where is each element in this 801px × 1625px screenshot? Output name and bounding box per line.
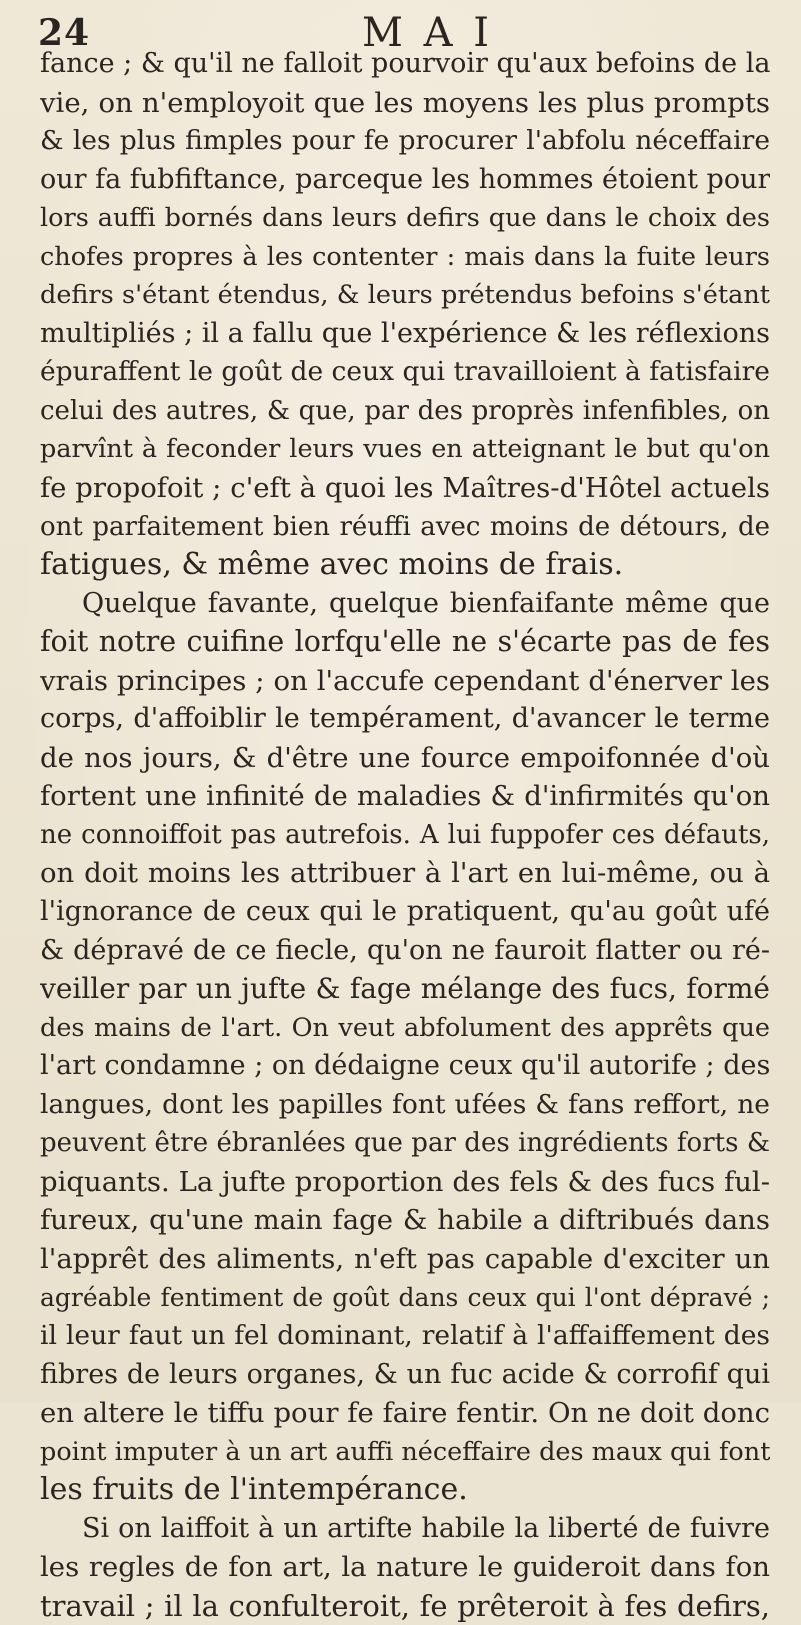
text-line: fortent une infinité de maladies & d'infirmités qu'on <box>40 780 770 813</box>
text-line: our fa fubfiftance, parceque les hommes étoient pour <box>40 163 770 195</box>
text-line: ont parfaitement bien réuffi avec moins de détours, de <box>40 511 770 542</box>
text-line: lors auffi bornés dans leurs defirs que dans le choix des <box>40 203 770 234</box>
text-line: & les plus fimples pour fe procurer l'abfolu néceffaire <box>40 125 770 157</box>
text-line: celui des autres, & que, par des proprès infenfibles, on <box>40 395 770 426</box>
text-line: de nos jours, & d'être une fource empoifonnée d'où <box>40 741 770 774</box>
text-line: langues, dont les papilles font ufées & fans reffort, ne <box>40 1088 770 1120</box>
text-line: des mains de l'art. On veut abfolument des apprêts que <box>40 1012 770 1043</box>
text-line: les regles de fon art, la nature le guideroit dans fon <box>40 1551 770 1584</box>
text-line: l'apprêt des aliments, n'eft pas capable d'exciter un <box>40 1242 770 1275</box>
text-line: parvînt à feconder leurs vues en atteignant le but qu'on <box>40 434 770 465</box>
text-line: ne connoiffoit pas autrefois. A lui fuppofer ces défauts, <box>40 819 770 850</box>
page-number: 24 <box>38 12 91 54</box>
text-line: épuraffent le goût de ceux qui travailloient à fatisfaire <box>40 356 770 388</box>
text-line: corps, d'affoiblir le tempérament, d'avancer le terme <box>40 703 770 735</box>
paragraph-start-line: Si on laiffoit à un artifte habile la liberté de fuivre <box>82 1512 770 1544</box>
text-line: foit notre cuifine lorfqu'elle ne s'écarte pas de fes <box>40 625 770 659</box>
text-line: l'art condamne ; on dédaigne ceux qu'il autorife ; des <box>40 1050 770 1082</box>
text-line: point imputer à un art auffi néceffaire des maux qui font <box>40 1436 770 1467</box>
text-line: on doit moins les attribuer à l'art en lui-même, ou à <box>40 857 770 890</box>
text-line: piquants. La jufte proportion des fels & des fucs ful- <box>40 1165 770 1198</box>
text-line: fibres de leurs organes, & un fuc acide & corrofif qui <box>40 1358 770 1390</box>
text-line: en altere le tiffu pour fe faire fentir. On ne doit donc <box>40 1397 770 1430</box>
text-line: vrais principes ; on l'accufe cependant d'énerver les <box>40 664 770 697</box>
text-line: fe propofoit ; c'eft à quoi les Maîtres-d'Hôtel actuels <box>40 472 770 505</box>
paragraph-end-line: les fruits de l'intempérance. <box>40 1472 468 1508</box>
text-line: agréable fentiment de goût dans ceux qui l'ont dépravé ; <box>40 1282 770 1312</box>
text-line: peuvent être ébranlées que par des ingrédients forts & <box>40 1128 770 1159</box>
text-line: chofes propres à les contenter : mais dans la fuite leurs <box>40 241 770 272</box>
text-line: multipliés ; il a fallu que l'expérience & les réflexions <box>40 317 770 349</box>
text-line: il leur faut un fel dominant, relatif à l'affaiffement des <box>40 1320 770 1352</box>
text-line: travail ; il la confulteroit, fe prêteroit à fes defirs, <box>40 1588 770 1623</box>
text-line: vie, on n'employoit que les moyens les plus prompts <box>40 86 770 119</box>
text-line: defirs s'étant étendus, & leurs prétendus befoins s'étant <box>40 280 770 311</box>
paragraph-start-line: Quelque favante, quelque bienfaifante même que <box>82 587 770 619</box>
text-line: fance ; & qu'il ne falloit pourvoir qu'aux befoins de la <box>40 48 770 79</box>
body-text <box>40 45 770 1625</box>
text-line: veiller par un jufte & fage mélange des fucs, formé <box>40 972 770 1006</box>
text-line: & dépravé de ce fiecle, qu'on ne fauroit flatter ou ré- <box>40 934 770 966</box>
text-line: fureux, qu'une main fage & habile a diftribués dans <box>40 1204 770 1237</box>
text-line: l'ignorance de ceux qui le pratiquent, qu'au goût ufé <box>40 896 770 928</box>
paragraph-end-line: fatigues, & même avec moins de frais. <box>40 547 624 583</box>
running-title: M A I <box>362 10 494 56</box>
